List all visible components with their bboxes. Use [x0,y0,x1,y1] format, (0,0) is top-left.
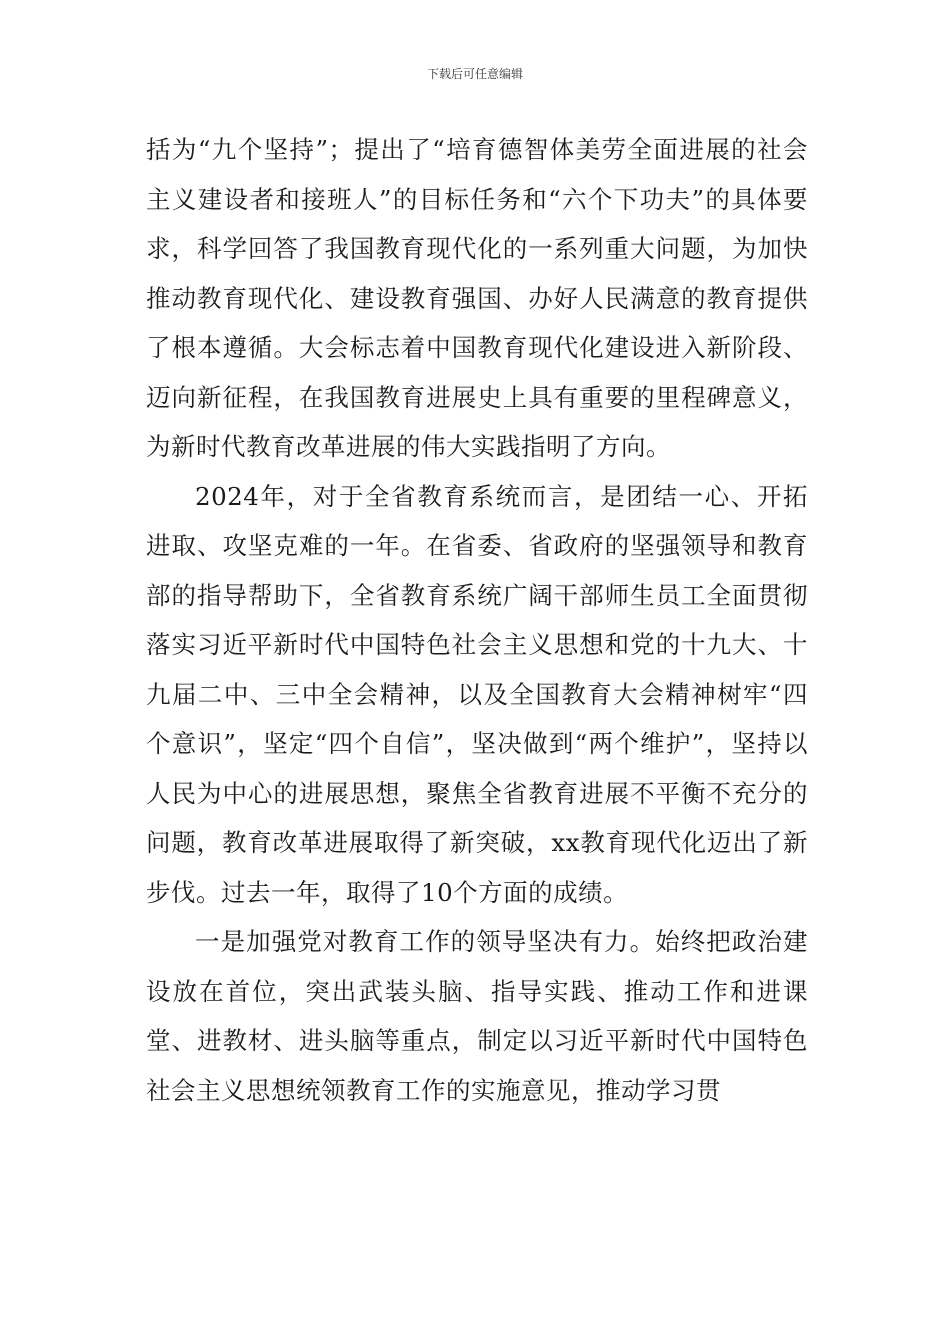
paragraph-party-leadership: 一是加强党对教育工作的领导坚决有力。始终把政治建设放在首位，突出武装头脑、指导实践、推动工作和进课堂、进教材、进头脑等重点，制定以习近平新时代中国特色社会主义思想统领教育工作的实施意见，推动学习贯 [146,927,808,1105]
paragraph-continuation: 括为“九个坚持”；提出了“培育德智体美劳全面进展的社会主义建设者和接班人”的目标任务和“六个下功夫”的具体要求，科学回答了我国教育现代化的一系列重大问题，为加快推动教育现代化、建设教育强国、办好人民满意的教育提供了根本遵循。大会标志着中国教育现代化建设进入新阶段、迈向新征程，在我国教育进展史上具有重要的里程碑意义，为新时代教育改革进展的伟大实践指明了方向。 [146,135,808,461]
paragraph-2024-summary: 2024年，对于全省教育系统而言，是团结一心、开拓进取、攻坚克难的一年。在省委、省政府的坚强领导和教育部的指导帮助下，全省教育系统广阔干部师生员工全面贯彻落实习近平新时代中国特色社会主义思想和党的十九大、十九届二中、三中全会精神，以及全国教育大会精神树牢“四个意识”，坚定“四个自信”，坚决做到“两个维护”，坚持以人民为中心的进展思想，聚焦全省教育进展不平衡不充分的问题，教育改革进展取得了新突破，xx教育现代化迈出了新步伐。过去一年，取得了10个方面的成绩。 [146,481,808,907]
document-body [146,125,808,1115]
page-header: 下载后可任意编辑 [426,67,523,81]
